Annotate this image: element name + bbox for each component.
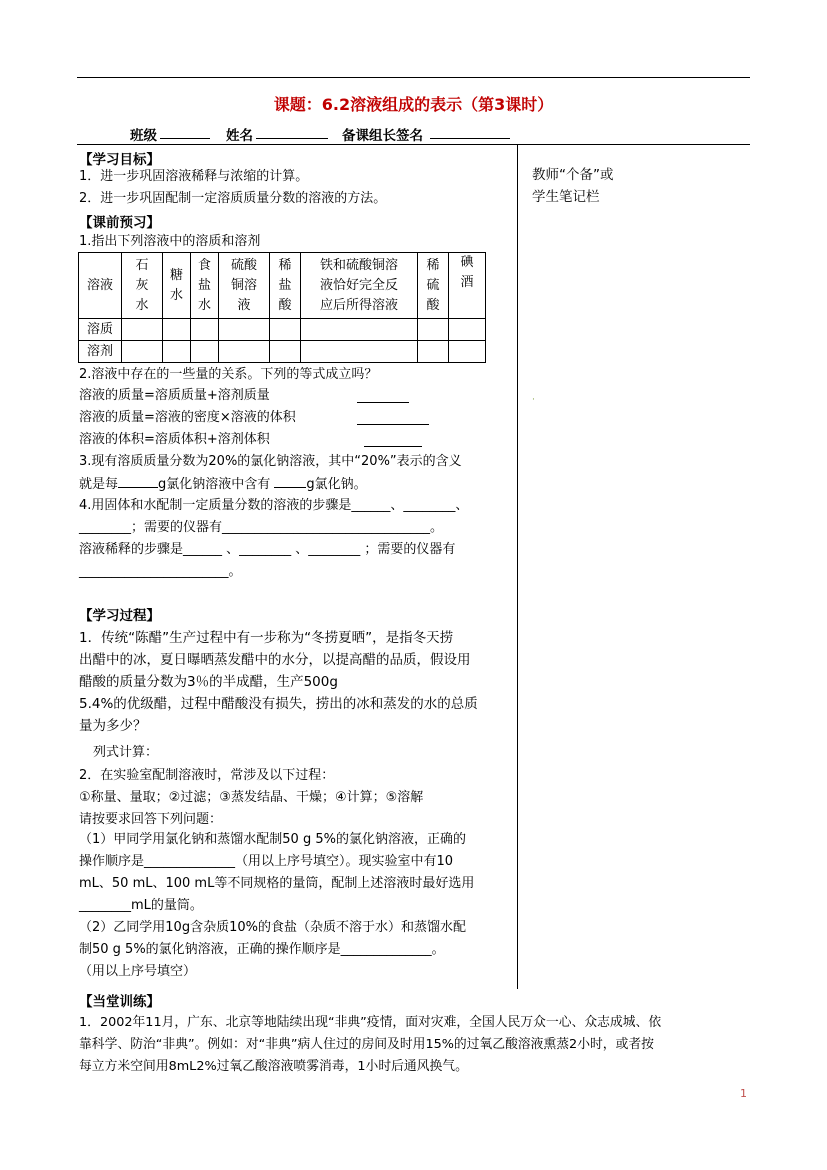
process-p2-line: 请按要求回答下列问题： <box>79 812 223 827</box>
class-blank[interactable] <box>160 138 210 139</box>
side-note-line2: 学生笔记栏 <box>532 189 600 205</box>
table-header-cell: 稀 硫 酸 <box>418 253 449 319</box>
table-cell[interactable] <box>270 319 301 341</box>
q3-blank-2[interactable] <box>274 475 306 488</box>
table-cell[interactable] <box>270 341 301 363</box>
table-cell[interactable] <box>191 341 219 363</box>
process-p1-line: 1．传统“陈醋”生产过程中有一步称为“冬捞夏晒”，是指冬天捞 <box>79 630 454 646</box>
section-training: 【当堂训练】 <box>79 994 160 1010</box>
q3-text-b: g氯化钠溶液中含有 <box>158 477 271 492</box>
preview-q4-line4: _______________________。 <box>79 564 242 579</box>
notes-column-divider <box>517 144 518 989</box>
process-p2-line: 2．在实验室配制溶液时，常涉及以下过程： <box>79 768 335 783</box>
equation-1: 溶液的质量=溶质质量+溶剂质量 <box>79 388 270 403</box>
training-line: 靠科学、防治“非典”。例如：对“非典”病人住过的房间及时用15%的过氧乙酸溶液熏蒸2小时，或者按 <box>79 1037 654 1052</box>
preview-q4-line1: 4.用固体和水配制一定质量分数的溶液的步骤是______、________、 <box>79 498 469 513</box>
equation-3-blank[interactable] <box>364 446 422 447</box>
sign-rule <box>77 144 750 145</box>
group-leader-label: 备课组长签名 <box>342 128 423 144</box>
solute-solvent-table <box>78 252 486 363</box>
table-cell[interactable] <box>449 341 486 363</box>
name-blank[interactable] <box>256 138 328 139</box>
process-p2b-line: （2）乙同学用10g含杂质10%的食盐（杂质不溶于水）和蒸馏水配 <box>79 920 466 935</box>
page-title: 课题：6.2溶液组成的表示（第3课时） <box>273 95 554 114</box>
table-cell[interactable] <box>191 319 219 341</box>
process-p1-line: 5.4%的优级醋，过程中醋酸没有损失，捞出的冰和蒸发的水的总质 <box>79 696 478 712</box>
training-line: 每立方米空间用8mL2%过氧乙酸溶液喷雾消毒，1小时后通风换气。 <box>79 1059 468 1074</box>
table-cell[interactable] <box>301 341 418 363</box>
group-leader-blank[interactable] <box>430 138 510 139</box>
goal-2: 2．进一步巩固配制一定溶质质量分数的溶液的方法。 <box>79 191 387 206</box>
table-cell[interactable] <box>219 319 270 341</box>
process-p2a <box>79 829 474 917</box>
equation-2: 溶液的质量=溶液的密度×溶液的体积 <box>79 410 296 425</box>
page-number: 1 <box>740 1087 747 1100</box>
process-p1-line: 量为多少？ <box>79 718 147 734</box>
table-header-cell: 碘 酒 <box>449 253 486 319</box>
stray-mark: · <box>532 395 535 405</box>
table-row <box>79 341 486 363</box>
table-cell[interactable] <box>163 319 191 341</box>
process-p1-line: 醋酸的质量分数为3％的半成醋，生产500g <box>79 674 338 690</box>
training-q1 <box>79 1012 661 1078</box>
table-header-cell: 糖 水 <box>163 253 191 319</box>
header-rule <box>77 77 750 78</box>
table-header-cell: 硫酸 铜溶 液 <box>219 253 270 319</box>
table-header-cell: 石 灰 水 <box>122 253 163 319</box>
process-p2-line: ①称量、量取；②过滤；③蒸发结晶、干燥；④计算；⑤溶解 <box>79 790 424 805</box>
process-p2a-line: （1）甲同学用氯化钠和蒸馏水配制50 g 5%的氯化钠溶液，正确的 <box>79 832 466 847</box>
row-label-solvent: 溶剂 <box>79 341 122 363</box>
table-cell[interactable] <box>163 341 191 363</box>
q3-text-a: 就是每 <box>79 477 119 492</box>
table-header-row <box>79 253 486 319</box>
equation-3: 溶液的体积=溶质体积+溶剂体积 <box>79 432 270 447</box>
process-p2a-line: 操作顺序是______________（用以上序号填空）。现实验室中有10 <box>79 854 454 869</box>
goal-1: 1．进一步巩固溶液稀释与浓缩的计算。 <box>79 169 309 184</box>
preview-q2: 2.溶液中存在的一些量的关系。下列的等式成立吗？ <box>79 367 378 382</box>
q3-blank-1[interactable] <box>118 475 158 488</box>
equation-2-blank[interactable] <box>357 424 429 425</box>
table-cell[interactable] <box>122 319 163 341</box>
name-label: 姓名 <box>226 128 253 144</box>
class-label: 班级 <box>130 128 157 144</box>
table-header-cell: 食 盐 水 <box>191 253 219 319</box>
table-header-cell: 铁和硫酸铜溶 液恰好完全反 应后所得溶液 <box>301 253 418 319</box>
section-preview: 【课前预习】 <box>79 215 160 231</box>
process-p1 <box>79 627 478 737</box>
side-note-line1: 教师“个备”或 <box>532 167 614 183</box>
q3-text-c: g氯化钠。 <box>306 477 367 492</box>
process-p2a-line: ________mL的量筒。 <box>79 898 203 913</box>
table-cell[interactable] <box>418 341 449 363</box>
table-cell[interactable] <box>449 319 486 341</box>
preview-q4-line3: 溶液稀释的步骤是______ 、________ 、________ ；需要的仪器有 <box>79 542 456 557</box>
preview-q1: 1.指出下列溶液中的溶质和溶剂 <box>79 234 261 249</box>
process-p2a-line: mL、50 mL、100 mL等不同规格的量筒，配制上述溶液时最好选用 <box>79 876 475 891</box>
calc-label: 列式计算： <box>93 745 159 760</box>
table-cell[interactable] <box>418 319 449 341</box>
preview-q3-line2 <box>79 475 367 493</box>
table-row <box>79 319 486 341</box>
process-p1-line: 出醋中的冰，夏日曝晒蒸发醋中的水分，以提高醋的品质，假设用 <box>79 652 471 668</box>
preview-q4-line2: ________；需要的仪器有________________________________。 <box>79 520 444 535</box>
process-p2b-line: （用以上序号填空） <box>79 964 197 979</box>
equation-1-blank[interactable] <box>357 402 409 403</box>
process-p2 <box>79 765 423 831</box>
section-goals: 【学习目标】 <box>79 152 160 168</box>
process-p2b-line: 制50 g 5%的氯化钠溶液，正确的操作顺序是______________。 <box>79 942 445 957</box>
row-label-solute: 溶质 <box>79 319 122 341</box>
section-process: 【学习过程】 <box>79 608 160 624</box>
table-header-cell: 溶液 <box>79 253 122 319</box>
table-cell[interactable] <box>122 341 163 363</box>
training-line: 1．2002年11月，广东、北京等地陆续出现“非典”疫情，面对灾难，全国人民万众一心、众志成城、依 <box>79 1015 662 1030</box>
process-p2b <box>79 917 466 983</box>
preview-q3-line1: 3.现有溶质质量分数为20%的氯化钠溶液，其中“20%”表示的含义 <box>79 454 462 469</box>
table-cell[interactable] <box>219 341 270 363</box>
table-header-cell: 稀 盐 酸 <box>270 253 301 319</box>
table-cell[interactable] <box>301 319 418 341</box>
